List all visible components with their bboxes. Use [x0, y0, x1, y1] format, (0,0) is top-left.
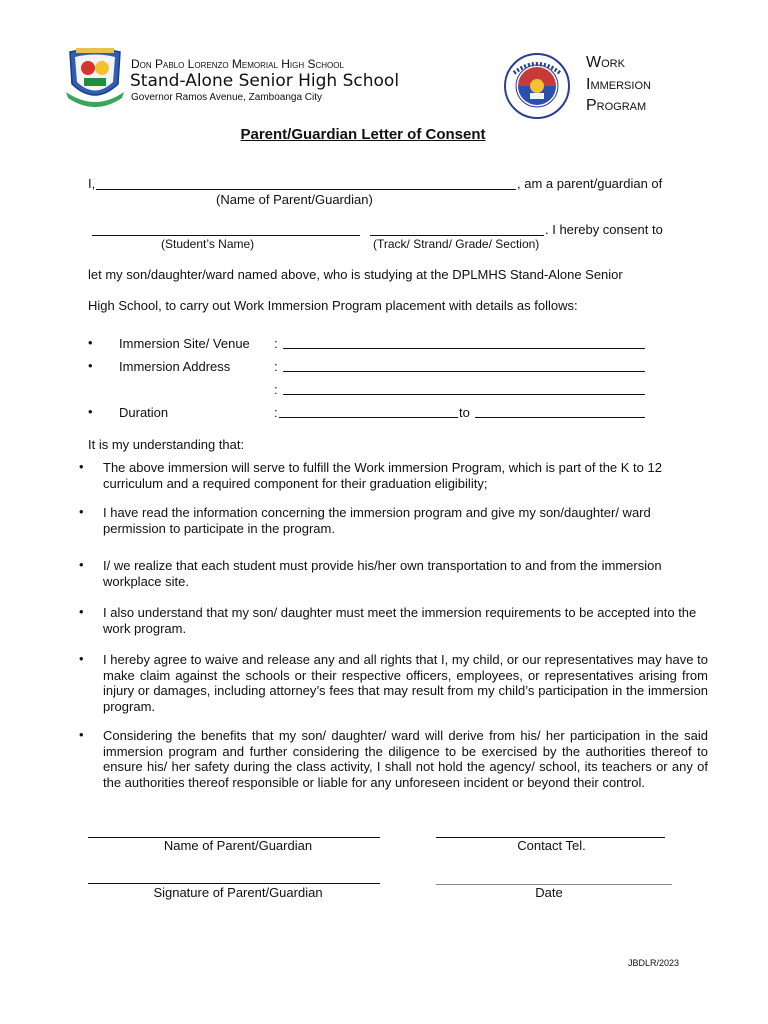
label-student: (Student’s Name): [161, 237, 255, 251]
address-label: Immersion Address: [119, 359, 231, 374]
school-seal-icon: [66, 46, 124, 108]
bullet-icon: •: [79, 651, 84, 666]
list-item: The above immersion will serve to fulfill the Work immersion Program, which is part of the K to 12 curriculum and a required component for their graduation eligibility;: [103, 460, 662, 491]
address-blank-2[interactable]: [283, 394, 645, 395]
line2-suffix: . I hereby consent to: [545, 222, 663, 237]
address-colon: :: [274, 359, 278, 374]
track-blank[interactable]: [370, 235, 544, 236]
contact-label: Contact Tel.: [517, 838, 586, 853]
footer-code: JBDLR/2023: [628, 958, 680, 968]
label-track: (Track/ Strand/ Grade/ Section): [373, 237, 540, 251]
program-line-2: Immersion: [586, 76, 651, 93]
student-name-blank[interactable]: [92, 235, 360, 236]
name-label: Name of Parent/Guardian: [163, 838, 313, 853]
deped-seal-icon: [504, 53, 570, 119]
line1-suffix: , am a parent/guardian of: [517, 176, 663, 191]
bullet-icon: •: [79, 504, 84, 519]
signature-line[interactable]: [88, 883, 380, 884]
address-colon-2: :: [274, 382, 278, 397]
date-label: Date: [535, 885, 563, 900]
bullet-icon: •: [79, 459, 84, 474]
understanding-heading: It is my understanding that:: [88, 437, 245, 452]
site-colon: :: [274, 336, 278, 351]
duration-to: to: [459, 405, 470, 420]
duration-start-blank[interactable]: [279, 417, 458, 418]
bullet-icon: •: [79, 557, 84, 572]
duration-end-blank[interactable]: [475, 417, 645, 418]
bullet-icon: •: [88, 335, 93, 350]
consent-paragraph-2: High School, to carry out Work Immersion Program placement with details as follows:: [88, 298, 578, 313]
site-label: Immersion Site/ Venue: [119, 336, 250, 351]
list-item: I also understand that my son/ daughter must meet the immersion requirements to be accepted into the work program.: [103, 605, 697, 636]
list-item: I/ we realize that each student must provide his/her own transportation to and from the immersion workplace site.: [103, 558, 662, 589]
bullet-icon: •: [88, 358, 93, 373]
duration-colon: :: [274, 405, 278, 420]
list-item: Considering the benefits that my son/ daughter/ ward will derive from his/ her participation in the said immersion program and further considering the diligence to be exercised by the authorities thereof to ensure his/ her safety during the class activity, I shall not hold the agency/ school, its teachers or any of the authorities thereof responsible or liable for any unforeseen incident or beyond their control.: [103, 728, 708, 790]
list-item: I hereby agree to waive and release any and all rights that I, my child, or our representatives may have to make claim against the schools or their respective officers, employees, or representatives arising from injury or damages, including attorney’s fees that may result from my child’s participation in the immersion program.: [103, 652, 708, 714]
shs-name: Stand-Alone Senior High School: [130, 71, 400, 91]
address-blank-1[interactable]: [283, 371, 645, 372]
school-address: Governor Ramos Avenue, Zamboanga City: [131, 92, 323, 103]
bullet-icon: •: [88, 404, 93, 419]
label-parent: (Name of Parent/Guardian): [216, 192, 373, 207]
line1-prefix: I,: [88, 176, 96, 191]
school-name: Don Pablo Lorenzo Memorial High School: [131, 57, 344, 71]
program-line-3: Program: [586, 97, 647, 114]
signature-label: Signature of Parent/Guardian: [153, 885, 323, 900]
bullet-icon: •: [79, 727, 84, 742]
page-title: Parent/Guardian Letter of Consent: [240, 126, 486, 143]
program-line-1: Work: [586, 54, 625, 71]
bullet-icon: •: [79, 604, 84, 619]
duration-label: Duration: [119, 405, 169, 420]
consent-paragraph-1: let my son/daughter/ward named above, who is studying at the DPLMHS Stand-Alone Senior: [88, 267, 623, 282]
list-item: I have read the information concerning the immersion program and give my son/daughter/ ward permission to participate in the program.: [103, 505, 651, 536]
site-blank[interactable]: [283, 348, 645, 349]
parent-name-blank[interactable]: [96, 189, 516, 190]
